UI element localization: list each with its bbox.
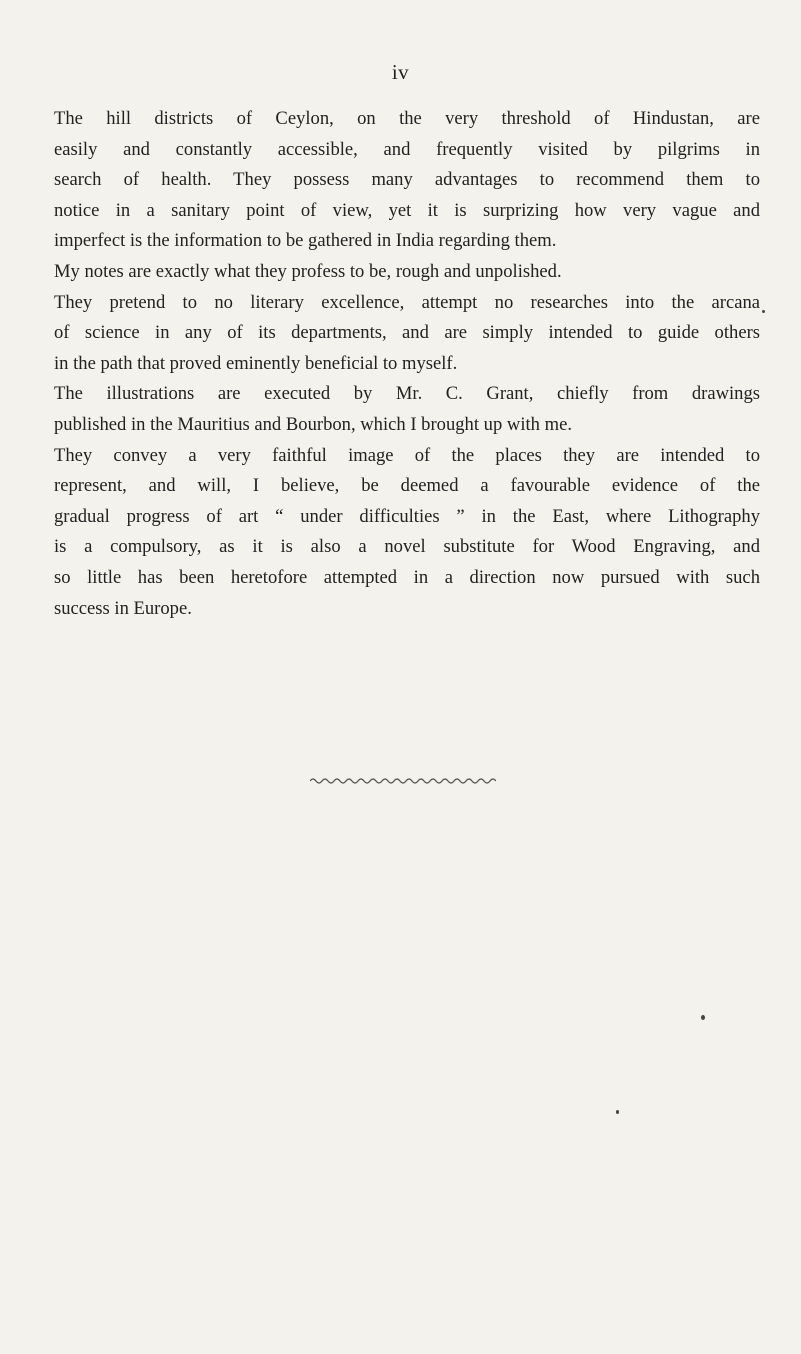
page-number: iv [391, 60, 410, 84]
paragraph [54, 104, 760, 257]
text-line: notice in a sanitary point of view, yet it is surprizing how very vague and [54, 199, 760, 221]
paragraph [54, 441, 760, 625]
text-line: search of health. They possess many advantages to recommend them to [54, 169, 760, 191]
text-line: The illustrations are executed by Mr. C. Grant, chiefly from drawings [54, 383, 760, 405]
text-line: gradual progress of art “ under difficulties ” in the East, where Lithography [54, 505, 760, 527]
text-line: represent, and will, I believe, be deemed a favourable evidence of the [54, 475, 760, 497]
wavy-rule-ornament [310, 776, 496, 786]
ink-speck [701, 1015, 705, 1020]
preface-text [54, 104, 760, 624]
text-line: published in the Mauritius and Bourbon, which I brought up with me. [54, 413, 572, 435]
text-line: easily and constantly accessible, and frequently visited by pilgrims in [54, 138, 760, 160]
text-line: They pretend to no literary excellence, attempt no researches into the arcana [54, 291, 760, 313]
text-line: success in Europe. [54, 597, 192, 619]
text-line: They convey a very faithful image of the places they are intended to [54, 444, 760, 466]
text-line: The hill districts of Ceylon, on the very threshold of Hindustan, are [54, 108, 760, 129]
text-line: in the path that proved eminently beneficial to myself. [54, 352, 458, 374]
ink-speck [616, 1110, 619, 1114]
ink-speck [762, 310, 765, 313]
text-line: so little has been heretofore attempted in a direction now pursued with such [54, 566, 760, 588]
text-line: My notes are exactly what they profess to be, rough and unpolished. [54, 260, 562, 282]
paragraph [54, 257, 760, 379]
paragraph [54, 379, 760, 440]
text-line: imperfect is the information to be gathered in India regarding them. [54, 230, 557, 252]
text-line: is a compulsory, as it is also a novel substitute for Wood Engraving, and [54, 536, 760, 558]
text-line: of science in any of its departments, and are simply intended to guide others [54, 322, 760, 344]
